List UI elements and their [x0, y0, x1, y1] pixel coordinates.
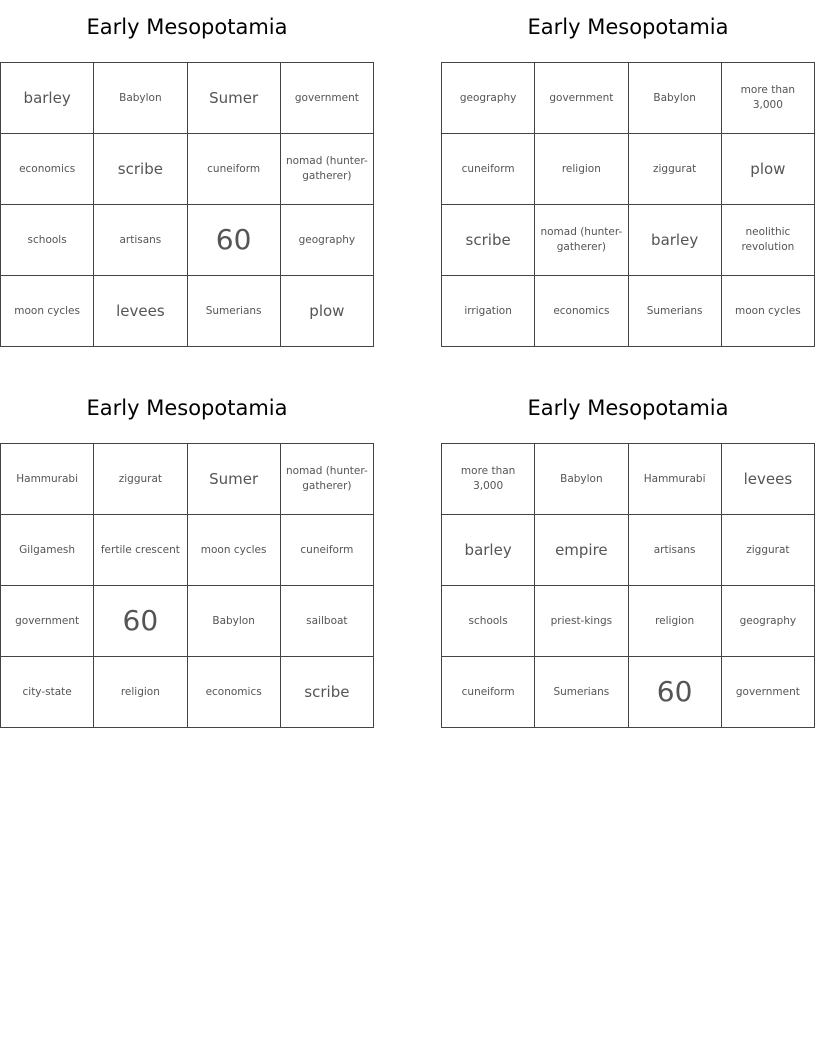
grid-cell: nomad (hunter-gatherer) — [535, 205, 628, 276]
grid-cell: levees — [94, 276, 187, 347]
grid-row — [442, 276, 815, 347]
grid-cell: economics — [187, 657, 280, 728]
grid-cell: economics — [1, 134, 94, 205]
grid-cell: economics — [535, 276, 628, 347]
grid-row — [1, 276, 374, 347]
grid-cell: artisans — [628, 515, 721, 586]
grid-row — [442, 63, 815, 134]
card-title: Early Mesopotamia — [527, 396, 729, 420]
grid-row — [1, 515, 374, 586]
card-title: Early Mesopotamia — [527, 15, 729, 39]
bingo-grid — [0, 443, 374, 728]
grid-cell: levees — [721, 444, 814, 515]
grid-cell: priest-kings — [535, 586, 628, 657]
grid-cell: Babylon — [187, 586, 280, 657]
grid-cell: Babylon — [94, 63, 187, 134]
grid-cell: more than 3,000 — [442, 444, 535, 515]
bingo-grid — [441, 443, 815, 728]
grid-cell: government — [280, 63, 373, 134]
grid-cell: fertile crescent — [94, 515, 187, 586]
grid-cell: cuneiform — [442, 657, 535, 728]
grid-cell: nomad (hunter-gatherer) — [280, 134, 373, 205]
grid-cell: plow — [280, 276, 373, 347]
grid-cell: government — [1, 586, 94, 657]
grid-cell: religion — [94, 657, 187, 728]
grid-cell: Sumerians — [628, 276, 721, 347]
grid-cell: plow — [721, 134, 814, 205]
bingo-grid — [0, 62, 374, 347]
card-title: Early Mesopotamia — [86, 396, 288, 420]
grid-cell: religion — [535, 134, 628, 205]
grid-cell: cuneiform — [442, 134, 535, 205]
grid-cell: empire — [535, 515, 628, 586]
grid-cell: city-state — [1, 657, 94, 728]
grid-row — [1, 657, 374, 728]
grid-cell: 60 — [94, 586, 187, 657]
card-title: Early Mesopotamia — [86, 15, 288, 39]
grid-cell: cuneiform — [280, 515, 373, 586]
grid-cell: moon cycles — [1, 276, 94, 347]
grid-cell: Sumerians — [187, 276, 280, 347]
grid-cell: moon cycles — [721, 276, 814, 347]
grid-cell: schools — [442, 586, 535, 657]
grid-row — [442, 657, 815, 728]
grid-cell: geography — [280, 205, 373, 276]
grid-cell: barley — [1, 63, 94, 134]
grid-row — [442, 515, 815, 586]
bingo-grid — [441, 62, 815, 347]
grid-cell: 60 — [628, 657, 721, 728]
grid-row — [1, 63, 374, 134]
grid-cell: ziggurat — [94, 444, 187, 515]
grid-cell: Gilgamesh — [1, 515, 94, 586]
grid-cell: sailboat — [280, 586, 373, 657]
grid-cell: government — [535, 63, 628, 134]
grid-cell: Sumer — [187, 444, 280, 515]
grid-cell: more than 3,000 — [721, 63, 814, 134]
grid-row — [1, 134, 374, 205]
grid-cell: Babylon — [628, 63, 721, 134]
grid-cell: Hammurabi — [628, 444, 721, 515]
grid-cell: Babylon — [535, 444, 628, 515]
grid-cell: scribe — [442, 205, 535, 276]
grid-cell: barley — [442, 515, 535, 586]
grid-cell: irrigation — [442, 276, 535, 347]
grid-cell: Sumerians — [535, 657, 628, 728]
grid-cell: schools — [1, 205, 94, 276]
grid-cell: ziggurat — [628, 134, 721, 205]
grid-cell: ziggurat — [721, 515, 814, 586]
grid-row — [442, 134, 815, 205]
grid-cell: moon cycles — [187, 515, 280, 586]
grid-cell: geography — [442, 63, 535, 134]
grid-cell: Hammurabi — [1, 444, 94, 515]
grid-cell: Sumer — [187, 63, 280, 134]
grid-cell: government — [721, 657, 814, 728]
grid-row — [442, 586, 815, 657]
grid-row — [442, 205, 815, 276]
grid-cell: scribe — [94, 134, 187, 205]
grid-cell: neolithic revolution — [721, 205, 814, 276]
grid-row — [1, 205, 374, 276]
grid-row — [1, 586, 374, 657]
grid-cell: 60 — [187, 205, 280, 276]
grid-row — [442, 444, 815, 515]
grid-cell: nomad (hunter-gatherer) — [280, 444, 373, 515]
grid-cell: artisans — [94, 205, 187, 276]
grid-row — [1, 444, 374, 515]
grid-cell: religion — [628, 586, 721, 657]
grid-cell: cuneiform — [187, 134, 280, 205]
grid-cell: scribe — [280, 657, 373, 728]
grid-cell: geography — [721, 586, 814, 657]
grid-cell: barley — [628, 205, 721, 276]
